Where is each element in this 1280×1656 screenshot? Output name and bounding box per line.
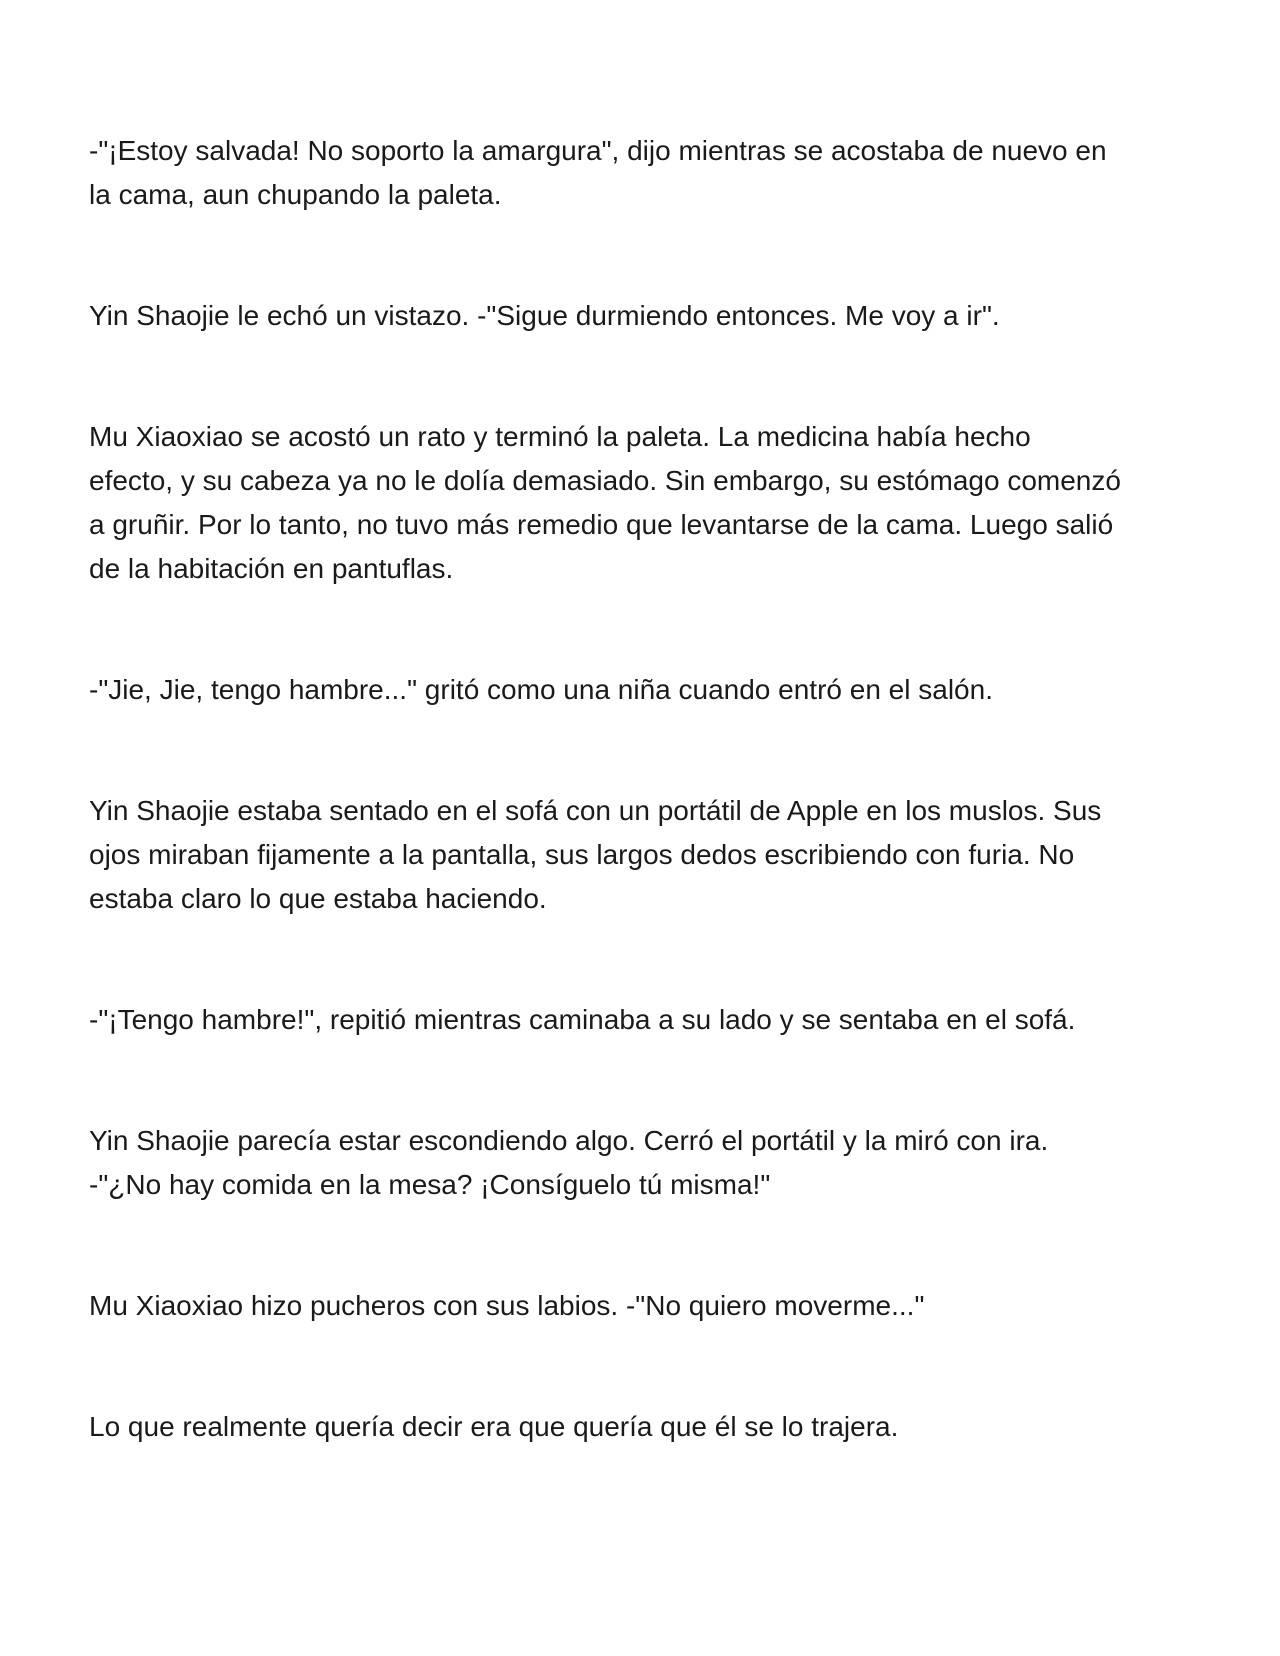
paragraph-4: -"Jie, Jie, tengo hambre..." gritó como una niña cuando entró en el salón. — [89, 674, 993, 705]
paragraph-7: Yin Shaojie parecía estar escondiendo algo. Cerró el portátil y la miró con ira. -"¿No hay comida en la mesa? ¡Consíguelo tú misma!" — [89, 1125, 1049, 1200]
paragraph-2: Yin Shaojie le echó un vistazo. -"Sigue durmiendo entonces. Me voy a ir". — [89, 300, 1000, 331]
paragraph-8: Mu Xiaoxiao hizo pucheros con sus labios. -"No quiero moverme..." — [89, 1290, 925, 1321]
paragraph-3: Mu Xiaoxiao se acostó un rato y terminó la paleta. La medicina había hecho efecto, y su cabeza ya no le dolía demasiado. Sin embargo, su estómago comenzó a gruñir. Por lo tanto, no tuvo más remedio que levantarse de la cama. Luego salió de la habitación en pantuflas. — [89, 421, 1121, 584]
paragraph-9: Lo que realmente quería decir era que quería que él se lo trajera. — [89, 1411, 899, 1442]
paragraph-1: -"¡Estoy salvada! No soporto la amargura", dijo mientras se acostaba de nuevo en la cama, aun chupando la paleta. — [89, 135, 1107, 210]
paragraph-5: Yin Shaojie estaba sentado en el sofá con un portátil de Apple en los muslos. Sus ojos miraban fijamente a la pantalla, sus largos dedos escribiendo con furia. No estaba claro lo que estaba haciendo. — [89, 795, 1102, 914]
paragraph-6: -"¡Tengo hambre!", repitió mientras caminaba a su lado y se sentaba en el sofá. — [89, 1004, 1076, 1035]
